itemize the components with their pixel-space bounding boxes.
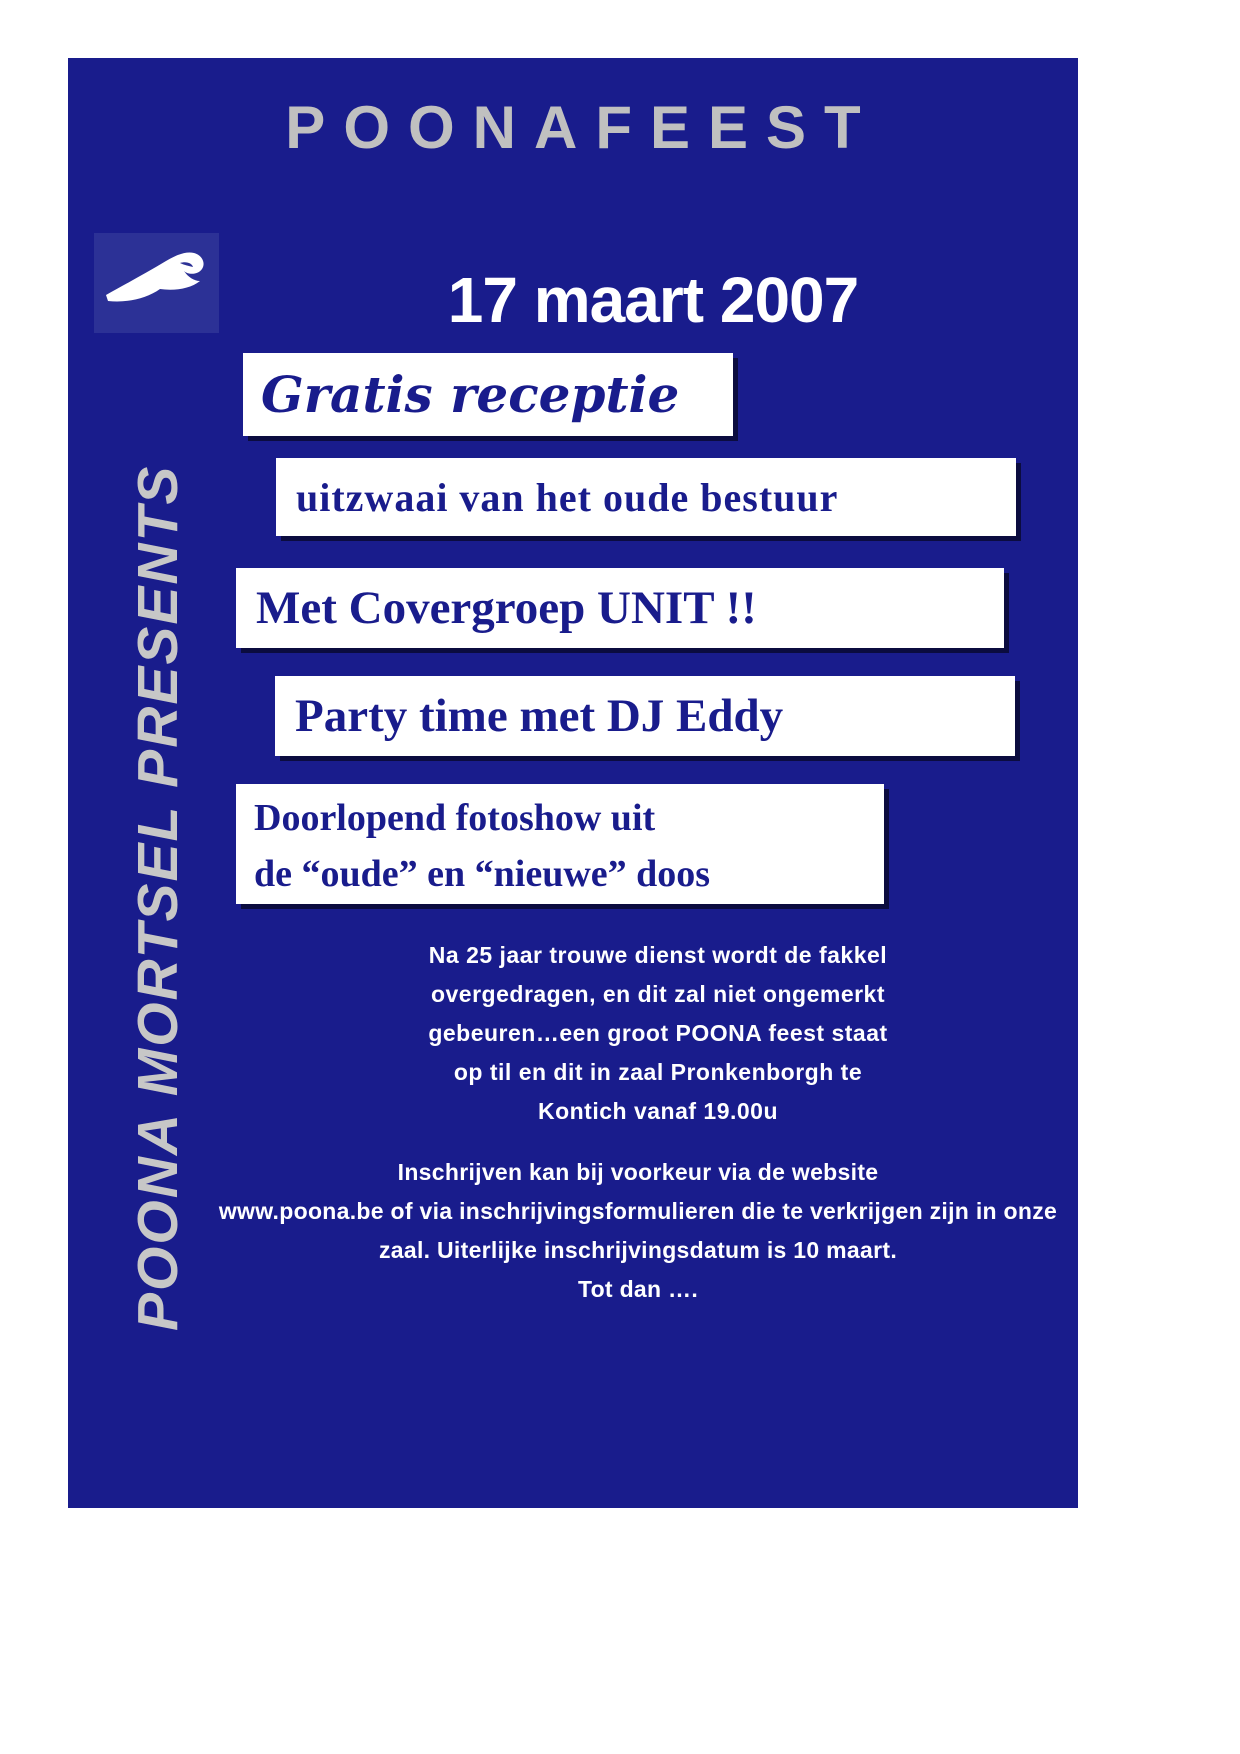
callout-text-line-1: Doorlopend fotoshow uit	[254, 797, 656, 839]
paragraph-line: gebeuren…een groot POONA feest staat	[428, 1020, 888, 1046]
paragraph-intro	[263, 936, 1053, 1131]
paragraph-registration	[198, 1153, 1078, 1309]
paragraph-line: Na 25 jaar trouwe dienst wordt de fakkel	[428, 942, 888, 968]
page-title: POONAFEEST	[285, 94, 879, 161]
paragraph-line: www.poona.be of via inschrijvingsformulieren die te verkrijgen zijn in onze	[218, 1198, 1058, 1224]
paragraph-line: overgedragen, en dit zal niet ongemerkt	[430, 981, 886, 1007]
paragraph-line: Tot dan ….	[577, 1276, 699, 1302]
paragraph-line: zaal. Uiterlijke inschrijvingsdatum is 10 maart.	[378, 1237, 898, 1263]
callout-box-dj-eddy	[275, 676, 1015, 756]
callout-text: Gratis receptie	[261, 365, 680, 424]
bird-logo-icon	[94, 233, 219, 333]
paragraph-line: Kontich vanaf 19.00u	[537, 1098, 779, 1124]
paragraph-line: op til en dit in zaal Pronkenborgh te	[453, 1059, 863, 1085]
paragraph-line: Inschrijven kan bij voorkeur via de website	[397, 1159, 879, 1185]
callout-text: uitzwaai van het oude bestuur	[296, 474, 839, 520]
callout-box-gratis-receptie	[243, 353, 733, 436]
callout-box-covergroep	[236, 568, 1004, 648]
callout-text: Party time met DJ Eddy	[295, 690, 784, 742]
callout-text: Met Covergroep UNIT !!	[256, 582, 757, 634]
callout-box-uitzwaai	[276, 458, 1016, 536]
poster-canvas	[68, 58, 1078, 1508]
event-date: 17 maart 2007	[447, 264, 859, 336]
callout-text-line-2: de “oude” en “nieuwe” doos	[254, 853, 711, 895]
sidebar-vertical-text: POONA MORTSEL PRESENTS	[126, 464, 190, 1331]
callout-box-fotoshow	[236, 784, 884, 904]
